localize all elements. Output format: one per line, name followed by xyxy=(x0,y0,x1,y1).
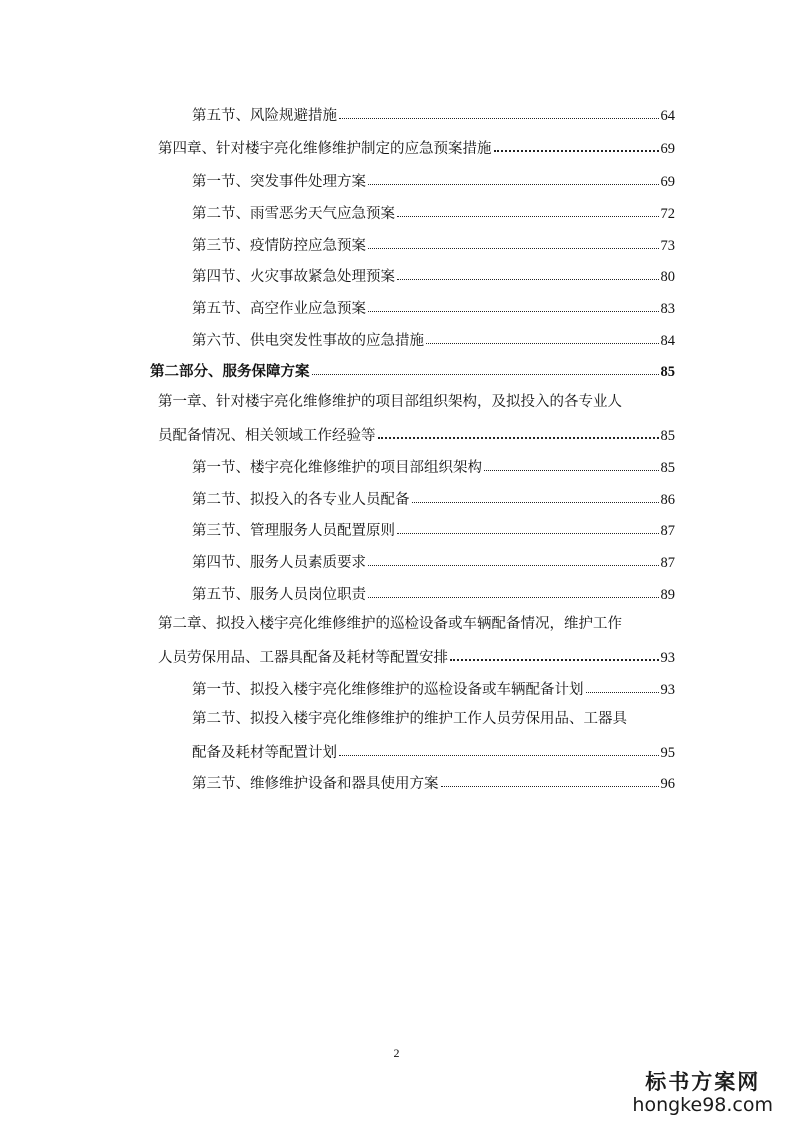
toc-entry-title: 员配备情况、相关领域工作经验等 xyxy=(158,428,376,444)
dot-leader xyxy=(378,424,659,440)
toc-entry-page: 69 xyxy=(660,174,675,190)
toc-entry[interactable] xyxy=(192,265,675,287)
dot-leader xyxy=(397,202,659,218)
dot-leader xyxy=(312,360,659,376)
toc-entry-page: 96 xyxy=(660,776,675,792)
toc-entry[interactable] xyxy=(192,551,675,573)
toc-entry-page: 86 xyxy=(660,492,675,508)
toc-entry-title: 第一节、拟投入楼宇亮化维修维护的巡检设备或车辆配备计划 xyxy=(192,682,584,698)
toc-entry-title: 第一节、突发事件处理方案 xyxy=(192,174,366,190)
toc-entry-page: 64 xyxy=(660,108,675,124)
toc-entry-page: 95 xyxy=(660,745,675,761)
watermark-name: 标书方案网 xyxy=(645,1069,761,1094)
toc-entry[interactable] xyxy=(192,678,675,700)
toc-entry-line1[interactable] xyxy=(192,709,675,729)
toc-entry[interactable] xyxy=(192,488,675,510)
toc-entry-title: 第五节、高空作业应急预案 xyxy=(192,301,366,317)
toc-entry[interactable] xyxy=(192,519,675,541)
toc-entry-title: 第二节、雨雪恶劣天气应急预案 xyxy=(192,206,395,222)
dot-leader xyxy=(368,583,659,599)
toc-entry-line2[interactable] xyxy=(158,646,675,668)
toc-entry-page: 73 xyxy=(660,238,675,254)
dot-leader xyxy=(450,646,659,662)
dot-leader xyxy=(368,170,659,186)
watermark-logo xyxy=(632,1070,773,1116)
toc-entry-title: 第二节、拟投入的各专业人员配备 xyxy=(192,492,410,508)
toc-entry[interactable] xyxy=(192,456,675,478)
toc-entry-title: 第二部分、服务保障方案 xyxy=(150,363,310,380)
page-number: 2 xyxy=(393,1046,400,1060)
toc-entry-title: 人员劳保用品、工器具配备及耗材等配置安排 xyxy=(158,650,448,666)
dot-leader xyxy=(586,678,659,694)
toc-entry-page: 80 xyxy=(660,269,675,285)
toc-entry-title: 第二节、拟投入楼宇亮化维修维护的维护工作人员劳保用品、工器具 xyxy=(192,711,627,727)
dot-leader xyxy=(412,488,659,504)
toc-entry-title: 第五节、服务人员岗位职责 xyxy=(192,587,366,603)
dot-leader xyxy=(339,741,659,757)
dot-leader xyxy=(397,519,659,535)
toc-part-entry[interactable] xyxy=(150,360,675,382)
dot-leader xyxy=(368,297,659,313)
toc-entry-title: 配备及耗材等配置计划 xyxy=(192,745,337,761)
toc-entry-line1[interactable] xyxy=(158,614,675,634)
toc-entry-page: 85 xyxy=(660,428,675,444)
watermark-url: hongke98.com xyxy=(632,1094,773,1116)
toc-entry-page: 87 xyxy=(660,523,675,539)
toc-entry-page: 89 xyxy=(660,587,675,603)
dot-leader xyxy=(339,104,659,120)
dot-leader xyxy=(426,329,659,345)
toc-entry-title: 第六节、供电突发性事故的应急措施 xyxy=(192,333,424,349)
toc-entry[interactable] xyxy=(192,234,675,256)
toc-entry[interactable] xyxy=(192,104,675,126)
toc-entry-title: 第一章、针对楼宇亮化维修维护的项目部组织架构，及拟投入的各专业人 xyxy=(158,394,622,410)
toc-entry[interactable] xyxy=(192,170,675,192)
toc-entry[interactable] xyxy=(192,772,675,794)
toc-entry-page: 84 xyxy=(660,333,675,349)
toc-entry-page: 93 xyxy=(660,682,675,698)
dot-leader xyxy=(494,137,659,153)
dot-leader xyxy=(397,265,659,281)
toc-entry[interactable] xyxy=(192,297,675,319)
toc-entry-title: 第三节、管理服务人员配置原则 xyxy=(192,523,395,539)
toc-entry-page: 69 xyxy=(660,141,675,157)
toc-entry-line2[interactable] xyxy=(158,424,675,446)
toc-entry-page: 85 xyxy=(660,364,675,380)
toc-entry-title: 第四章、针对楼宇亮化维修维护制定的应急预案措施 xyxy=(158,141,492,157)
toc-entry[interactable] xyxy=(192,329,675,351)
toc-entry-page: 87 xyxy=(660,555,675,571)
toc-entry-title: 第四节、服务人员素质要求 xyxy=(192,555,366,571)
toc-entry-line2[interactable] xyxy=(192,741,675,763)
toc-entry-page: 93 xyxy=(660,650,675,666)
dot-leader xyxy=(441,772,659,788)
dot-leader xyxy=(368,234,659,250)
toc-entry-title: 第三节、维修维护设备和器具使用方案 xyxy=(192,776,439,792)
toc-entry[interactable] xyxy=(158,137,675,159)
toc-entry-title: 第五节、风险规避措施 xyxy=(192,108,337,124)
toc-entry[interactable] xyxy=(192,202,675,224)
toc-entry-page: 83 xyxy=(660,301,675,317)
toc-entry-title: 第四节、火灾事故紧急处理预案 xyxy=(192,269,395,285)
toc-entry-line1[interactable] xyxy=(158,392,675,412)
dot-leader xyxy=(484,456,659,472)
toc-entry-page: 85 xyxy=(660,460,675,476)
toc-entry[interactable] xyxy=(192,583,675,605)
toc-entry-page: 72 xyxy=(660,206,675,222)
toc-entry-title: 第一节、楼宇亮化维修维护的项目部组织架构 xyxy=(192,460,482,476)
dot-leader xyxy=(368,551,659,567)
toc-entry-title: 第二章、拟投入楼宇亮化维修维护的巡检设备或车辆配备情况，维护工作 xyxy=(158,616,622,632)
toc-entry-title: 第三节、疫情防控应急预案 xyxy=(192,238,366,254)
